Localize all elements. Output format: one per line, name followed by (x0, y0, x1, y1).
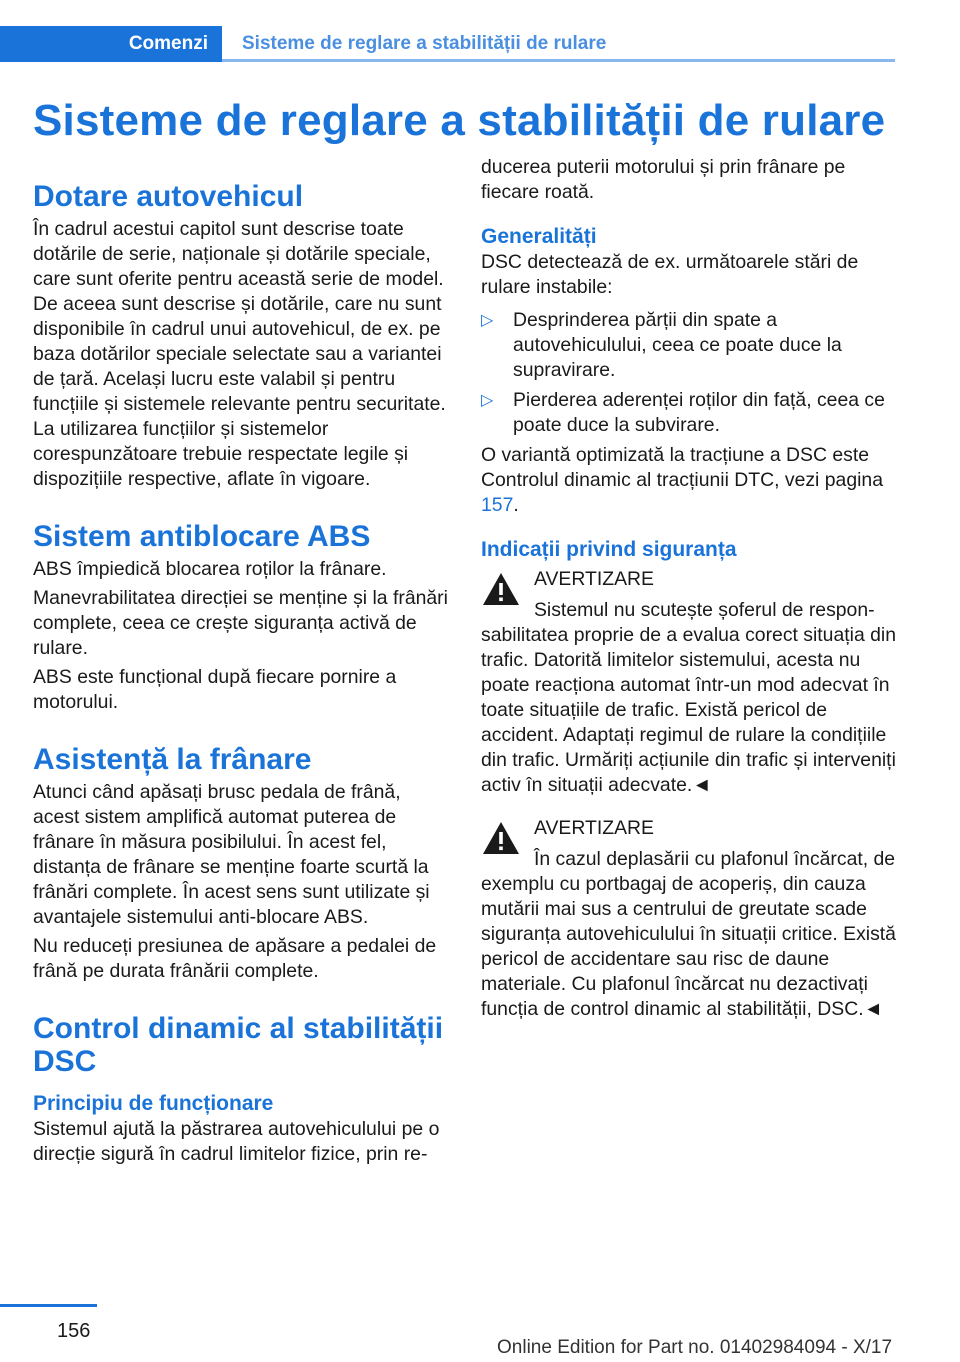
warning-header (481, 816, 896, 872)
warning-header (481, 567, 896, 623)
warning-text: sabilitatea proprie de a evalua corect situația din trafic. Datorită limitelor sistemului, acesta nu poate reacționa automat într-un mod adecvat în toate situațiile de trafic. Există pericol de accident. Adaptați regimul de rulare la condițiile din trafic. Urmăriți acțiunile din trafic și interveniți activ în situații adecvate.◄ (481, 624, 896, 796)
subsection-title-generalitati: Generalități (481, 225, 597, 248)
paragraph-dotare: În cadrul acestui capitol sunt descrise toate dotările de serie, naționale și dotările speciale, care sunt oferite pentru această serie de model. De aceea sunt descrise și dotările, care nu sunt disponibile în cadrul unui autovehicul, de ex. pe baza dotărilor speciale selectate sau a variantei de țară. Același lucru este valabil și pentru funcțiile și sistemele relevante pentru securitate. La utilizarea funcțiilor și sistemelor corespunzătoare trebuie respectate legile și dispozițiile respective, aflate în vigoare. (33, 218, 446, 490)
paragraph-abs-2: Manevrabilitatea direcției se menține și la frânări complete, ceea ce crește siguranța activă de rulare. (33, 587, 448, 659)
subsection-title-siguranta: Indicații privind siguranța (481, 538, 737, 561)
warning-text-first-line: Sistemul nu scutește șoferul de respon- (534, 599, 875, 621)
warning-text: exemplu cu portbagaj de acoperiș, din cauza mutării mai sus a centrului de greutate scade siguranța autovehiculului în situații critice. Există pericol de accidentare sau risc de daune materiale. Cu plafonul încărcat nu dezactivați funcția de control dinamic al stabilității, DSC.◄ (481, 873, 896, 1020)
page-title: Sisteme de reglare a stabilității de rulare (33, 96, 886, 145)
header-divider (222, 59, 895, 62)
warning-triangle-icon (481, 571, 521, 607)
section-title-abs: Sistem antiblocare ABS (33, 520, 371, 553)
subsection-title-principiu: Principiu de funcționare (33, 1092, 274, 1115)
list-item-text: Desprinderea părții din spate a autovehiculului, ceea ce poate duce la supravirare. (513, 309, 842, 381)
paragraph-generalitati: DSC detectează de ex. următoarele stări de rulare instabile: (481, 251, 859, 298)
edition-note: Online Edition for Part no. 01402984094 - X/17 (497, 1337, 893, 1358)
list-item (481, 388, 896, 438)
triangle-right-icon: ▷ (481, 312, 494, 329)
warning-text-first-line: În cazul deplasării cu plafonul încărcat, de (534, 848, 896, 870)
page-number: 156 (57, 1320, 91, 1342)
paragraph-abs-3: ABS este funcțional după fiecare pornire a motorului. (33, 666, 397, 713)
header-bar (0, 26, 895, 62)
right-column (481, 155, 896, 1022)
section-title-asistenta: Asistență la frânare (33, 743, 312, 776)
section-tab[interactable] (0, 26, 222, 62)
breadcrumb[interactable]: Sisteme de reglare a stabilității de rulare (242, 33, 607, 54)
footer-divider (0, 1304, 97, 1307)
triangle-right-icon: ▷ (481, 392, 494, 409)
left-column (33, 180, 451, 1167)
warning-label: AVERTIZARE (534, 568, 654, 590)
paragraph-continuation: ducerea puterii motorului și prin frânare pe fiecare roată. (481, 156, 846, 203)
section-tab-label: Comenzi (128, 33, 208, 54)
paragraph-asistenta-1: Atunci când apăsați brusc pedala de frână, acest sistem amplifică automat puterea de frânare în măsura posibilului. În acest fel, distanța de frânare se menține foarte scurtă la frânări complete. În acest sens sunt utilizate și avantajele sistemului anti-blocare ABS. (33, 781, 430, 928)
paragraph-principiu: Sistemul ajută la păstrarea autovehiculului pe o direcție sigură în cadrul limitelor fizice, prin re- (33, 1118, 440, 1165)
warning-label: AVERTIZARE (534, 817, 654, 839)
section-title-dsc: Control dinamic al stabilității DSC (33, 1012, 444, 1078)
warning-triangle-icon (481, 820, 521, 856)
section-title-dotare: Dotare autovehicul (33, 180, 304, 213)
paragraph-asistenta-2: Nu reduceți presiunea de apăsare a pedalei de frână pe durata frânării complete. (33, 935, 437, 982)
list-item (481, 308, 896, 383)
paragraph-dtc: O variantă optimizată la tracțiune a DSC este Controlul dinamic al tracțiunii DTC, vezi pagina 157. (481, 444, 883, 516)
list-item-text: Pierderea aderenței roților din față, ceea ce poate duce la subvirare. (513, 389, 885, 436)
page-link[interactable]: 157 (481, 494, 514, 516)
paragraph-abs-1: ABS împiedică blocarea roților la frânare. (33, 558, 387, 580)
